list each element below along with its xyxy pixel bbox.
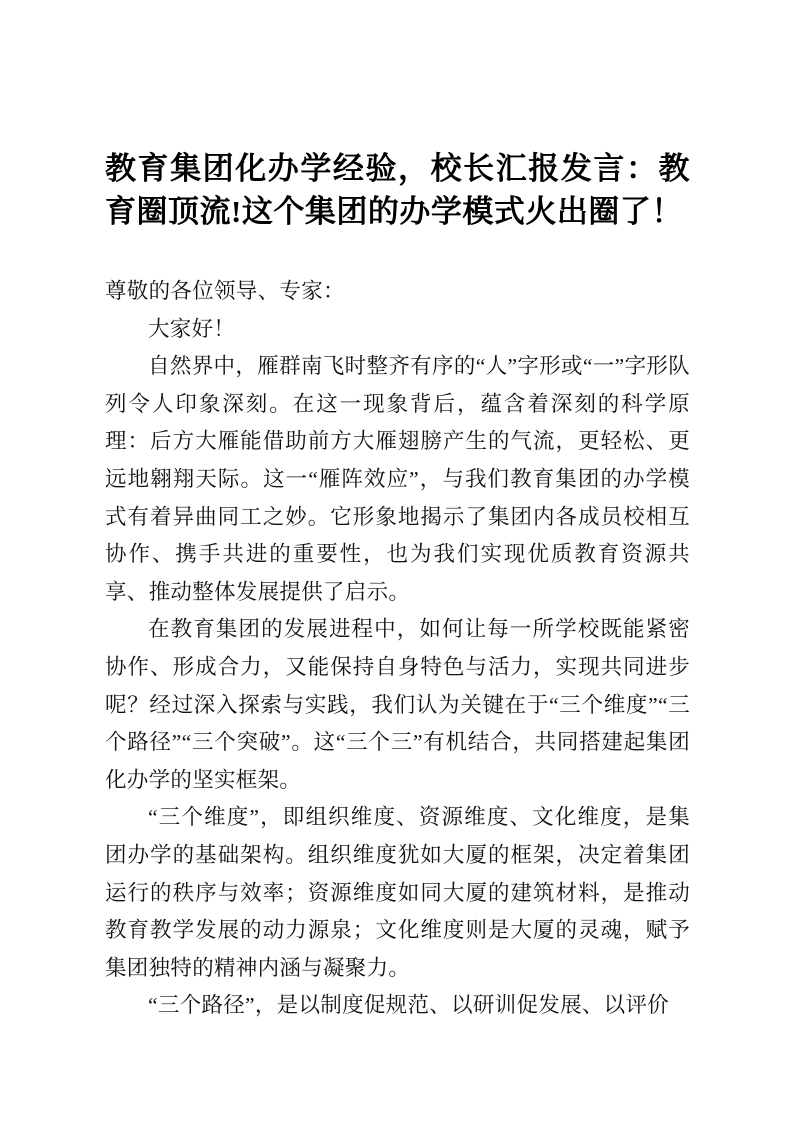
body-paragraph-three-paths: “三个路径”，是以制度促规范、以研训促发展、以评价 [148, 993, 670, 1018]
body-paragraph-goose-analogy: 自然界中，雁群南飞时整齐有序的“人”字形或“一”字形队列令人印象深刻。在这一现象背后，蕴含着深刻的科学原理：后方大雁能借助前方大雁翅膀产生的气流，更轻松、更远地翱翔天际。这一“雁阵效应”，与我们教育集团的办学模式有着异曲同工之妙。它形象地揭示了集团内各成员校相互协作、携手共进的重要性，也为我们实现优质教育资源共享、推动整体发展提供了启示。 [105, 354, 690, 604]
salutation-line: 尊敬的各位领导、专家： [105, 279, 345, 303]
body-paragraph-three-dimensions: “三个维度”，即组织维度、资源维度、文化维度，是集团办学的基础架构。组织维度犹如大厦的框架，决定着集团运行的秩序与效率；资源维度如同大厦的建筑材料，是推动教育教学发展的动力源泉；文化维度则是大厦的灵魂，赋予集团独特的精神内涵与凝聚力。 [105, 805, 690, 980]
body-paragraph-three-threes: 在教育集团的发展进程中，如何让每一所学校既能紧密协作、形成合力，又能保持自身特色与活力，实现共同进步呢？经过深入探索与实践，我们认为关键在于“三个维度”“三个路径”“三个突破”。这“三个三”有机结合，共同搭建起集团化办学的坚实框架。 [105, 617, 690, 792]
document-title: 教育集团化办学经验，校长汇报发言：教育圈顶流!这个集团的办学模式火出圈了！ [105, 151, 690, 229]
greeting-line: 大家好！ [148, 316, 236, 341]
